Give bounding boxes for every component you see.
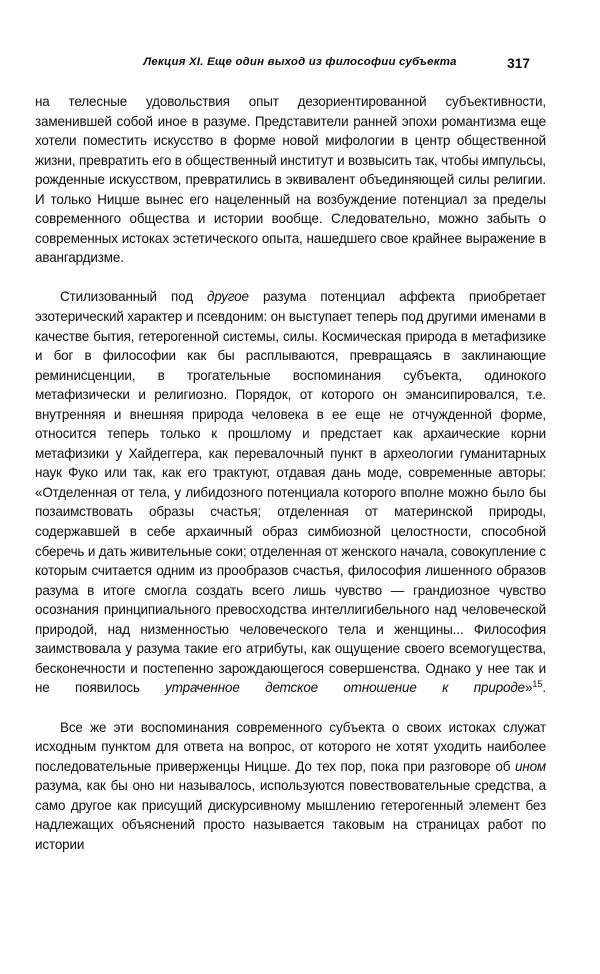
text-run: . xyxy=(542,680,546,696)
body-text-block xyxy=(35,92,546,854)
paragraph-2 xyxy=(35,287,546,717)
paragraph-1 xyxy=(35,92,546,287)
text-run: на телесные удовольствия опыт дезориентированной субъективности, заменившей собой иное в разуме. Представители ранней эпохи романтизма еще хотели поместить искусство в форме новой мифологии в центр общественной жизни, превратить его в общественный институт и возвысить так, чтобы импульсы, рожденные искусством, превратились в эквивалент объединяющей силы религии. И только Ницше вынес его нацеленный на возбуждение потенциал за пределы современного общества и истории вообще. Следовательно, можно забыть о современных истоках эстетического опыта, нашедшего свое крайнее выражение в авангардизме. xyxy=(35,94,546,266)
text-run: Стилизованный под xyxy=(60,289,208,305)
emphasis-text: утраченное детское отношение к природе xyxy=(165,680,526,696)
footnote-reference: 15 xyxy=(532,679,543,690)
running-head xyxy=(34,56,566,78)
text-run: » xyxy=(525,680,533,696)
running-head-title: Лекция XI. Еще один выход из философии субъекта xyxy=(143,56,457,68)
text-run: разума потенциал аффекта приобретает эзотерический характер и псевдоним: он выступает теперь под другими именами в качестве бытия, гетерогенной системы, силы. Космическая природа в метафизике и бог в философии как бы расплываются, превращаясь в заклинающие реминисценции, в трогательные воспоминания субъекта, одинокого метафизически и религиозно. Порядок, от которого он эмансипировался, т.е. внутренняя и внешняя природа человека в ее еще не отчужденной форме, относится теперь только к прошлому и предстает как архаические корни метафизики у Хайдеггера, как перевалочный пункт в археологии гуманитарных наук Фуко или так, как его трактуют, отдавая дань моде, современные авторы: «Отделенная от тела, у либидозного потенциала которого вполне можно было бы позаимствовать образы счастья; отделенная от материнской природы, содержавшей в себе архаичный образ симбиозной целостности, способной сберечь и дать живительные соки; отделенная от женского начала, совокупление с которым считается одним из прообразов счастья, философия лишенного образов разума в итоге смогла создать всего лишь чувство — грандиозное чувство осознания принципиального превосходства интеллигибельного над человеческой природой, над низменностью человеческого тела и женщины... Философия заимствовала у разума такие его атрибуты, как ощущение своего всемогущества, бесконечности и постепенно зарождающегося совершенства. Однако у нее так и не появилось xyxy=(35,289,546,696)
emphasis-text: другое xyxy=(207,289,249,305)
emphasis-text: ином xyxy=(514,758,546,774)
text-run: разума, как бы оно ни называлось, используются повествовательные средства, а само другое как присущий дискурсивному мышлению гетерогенный элемент без надлежащих объяснений просто называется таковым на страницах работ по истории xyxy=(35,778,546,852)
text-run: Все же эти воспоминания современного субъекта о своих истоках служат исходным пунктом для ответа на вопрос, от которого не хотят уходить наиболее последовательные приверженцы Ницше. До тех пор, пока при разговоре об xyxy=(35,719,546,774)
page-number: 317 xyxy=(507,56,530,71)
paragraph-3 xyxy=(35,718,546,855)
